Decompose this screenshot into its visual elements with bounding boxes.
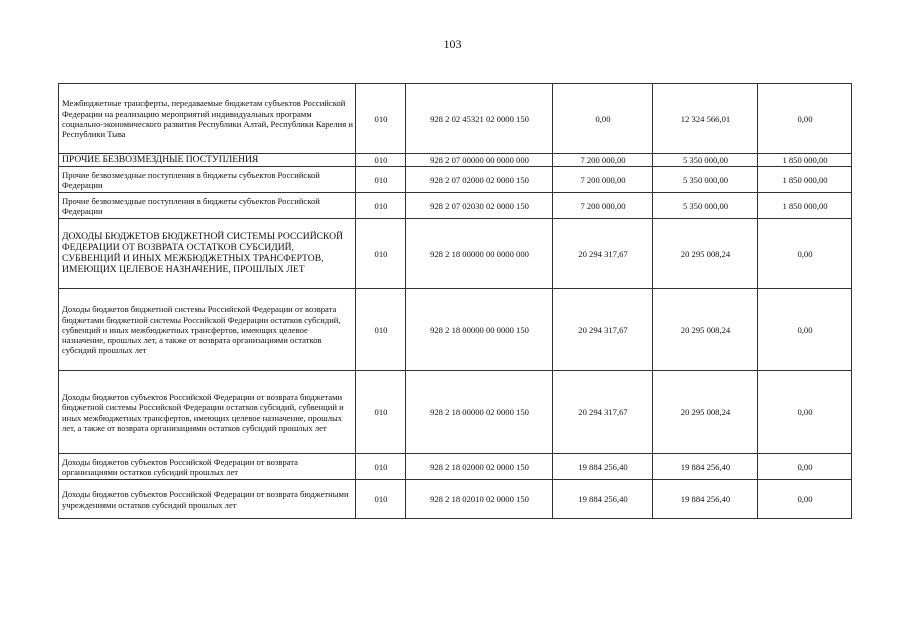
row-name: Доходы бюджетов бюджетной системы Российской Федерации от возврата бюджетами бюджетной системы Российской Федерации остатков субсидий, субвенций и иных межбюджетных трансфертов, имеющих целевое назначение, прошлых лет, а также от возврата организациями остатков субсидий прошлых лет <box>59 289 356 371</box>
row-value-1: 20 294 317,67 <box>553 219 653 289</box>
row-value-1: 7 200 000,00 <box>553 167 653 193</box>
row-value-2: 12 324 566,01 <box>653 84 758 154</box>
row-value-1: 7 200 000,00 <box>553 154 653 167</box>
row-name: Доходы бюджетов субъектов Российской Федерации от возврата организациями остатков субсидий прошлых лет <box>59 454 356 480</box>
row-value-1: 20 294 317,67 <box>553 289 653 371</box>
table-row <box>59 167 852 193</box>
row-value-3: 0,00 <box>758 219 852 289</box>
row-budget-code: 928 2 18 02010 02 0000 150 <box>406 480 553 519</box>
row-value-1: 19 884 256,40 <box>553 454 653 480</box>
row-value-2: 19 884 256,40 <box>653 480 758 519</box>
row-value-1: 0,00 <box>553 84 653 154</box>
row-value-3: 0,00 <box>758 371 852 454</box>
row-value-2: 19 884 256,40 <box>653 454 758 480</box>
row-name: Прочие безвозмездные поступления в бюджеты субъектов Российской Федерации <box>59 167 356 193</box>
row-name: Прочие безвозмездные поступления в бюджеты субъектов Российской Федерации <box>59 193 356 219</box>
table-row <box>59 371 852 454</box>
row-value-2: 20 295 008,24 <box>653 219 758 289</box>
row-value-3: 0,00 <box>758 454 852 480</box>
row-value-1: 7 200 000,00 <box>553 193 653 219</box>
table-row <box>59 219 852 289</box>
row-admin-code: 010 <box>356 480 406 519</box>
row-admin-code: 010 <box>356 219 406 289</box>
row-value-2: 20 295 008,24 <box>653 289 758 371</box>
row-value-3: 1 850 000,00 <box>758 193 852 219</box>
row-admin-code: 010 <box>356 193 406 219</box>
row-budget-code: 928 2 18 00000 00 0000 000 <box>406 219 553 289</box>
row-admin-code: 010 <box>356 371 406 454</box>
table-row <box>59 193 852 219</box>
budget-table <box>58 83 852 519</box>
row-admin-code: 010 <box>356 167 406 193</box>
row-budget-code: 928 2 02 45321 02 0000 150 <box>406 84 553 154</box>
row-budget-code: 928 2 18 02000 02 0000 150 <box>406 454 553 480</box>
row-admin-code: 010 <box>356 154 406 167</box>
row-value-2: 5 350 000,00 <box>653 193 758 219</box>
row-budget-code: 928 2 18 00000 02 0000 150 <box>406 371 553 454</box>
row-value-2: 5 350 000,00 <box>653 167 758 193</box>
table-row <box>59 154 852 167</box>
row-budget-code: 928 2 18 00000 00 0000 150 <box>406 289 553 371</box>
table-row <box>59 289 852 371</box>
table-row <box>59 480 852 519</box>
row-budget-code: 928 2 07 02000 02 0000 150 <box>406 167 553 193</box>
row-value-3: 0,00 <box>758 480 852 519</box>
row-name: Доходы бюджетов субъектов Российской Федерации от возврата бюджетными учреждениями остатков субсидий прошлых лет <box>59 480 356 519</box>
row-value-2: 5 350 000,00 <box>653 154 758 167</box>
row-name: ПРОЧИЕ БЕЗВОЗМЕЗДНЫЕ ПОСТУПЛЕНИЯ <box>59 154 356 167</box>
row-value-3: 1 850 000,00 <box>758 154 852 167</box>
row-name: Межбюджетные трансферты, передаваемые бюджетам субъектов Российской Федерации на реализацию мероприятий индивидуальных программ социально-экономического развития Республики Алтай, Республики Карелия и Республики Тыва <box>59 84 356 154</box>
row-value-1: 20 294 317,67 <box>553 371 653 454</box>
row-name: Доходы бюджетов субъектов Российской Федерации от возврата бюджетами бюджетной системы Российской Федерации остатков субсидий, субвенций и иных межбюджетных трансфертов, имеющих целевое назначение, прошлых лет, а также от возврата организациями остатков субсидий прошлых лет <box>59 371 356 454</box>
page-number: 103 <box>443 37 462 51</box>
row-admin-code: 010 <box>356 84 406 154</box>
table-row <box>59 84 852 154</box>
row-admin-code: 010 <box>356 454 406 480</box>
row-name: ДОХОДЫ БЮДЖЕТОВ БЮДЖЕТНОЙ СИСТЕМЫ РОССИЙСКОЙ ФЕДЕРАЦИИ ОТ ВОЗВРАТА ОСТАТКОВ СУБСИДИЙ, СУБВЕНЦИЙ И ИНЫХ МЕЖБЮДЖЕТНЫХ ТРАНСФЕРТОВ, ИМЕЮЩИХ ЦЕЛЕВОЕ НАЗНАЧЕНИЕ, ПРОШЛЫХ ЛЕТ <box>59 219 356 289</box>
row-value-1: 19 884 256,40 <box>553 480 653 519</box>
table-row <box>59 454 852 480</box>
row-budget-code: 928 2 07 00000 00 0000 000 <box>406 154 553 167</box>
row-value-3: 0,00 <box>758 289 852 371</box>
row-value-3: 0,00 <box>758 84 852 154</box>
row-value-2: 20 295 008,24 <box>653 371 758 454</box>
row-budget-code: 928 2 07 02030 02 0000 150 <box>406 193 553 219</box>
row-admin-code: 010 <box>356 289 406 371</box>
row-value-3: 1 850 000,00 <box>758 167 852 193</box>
